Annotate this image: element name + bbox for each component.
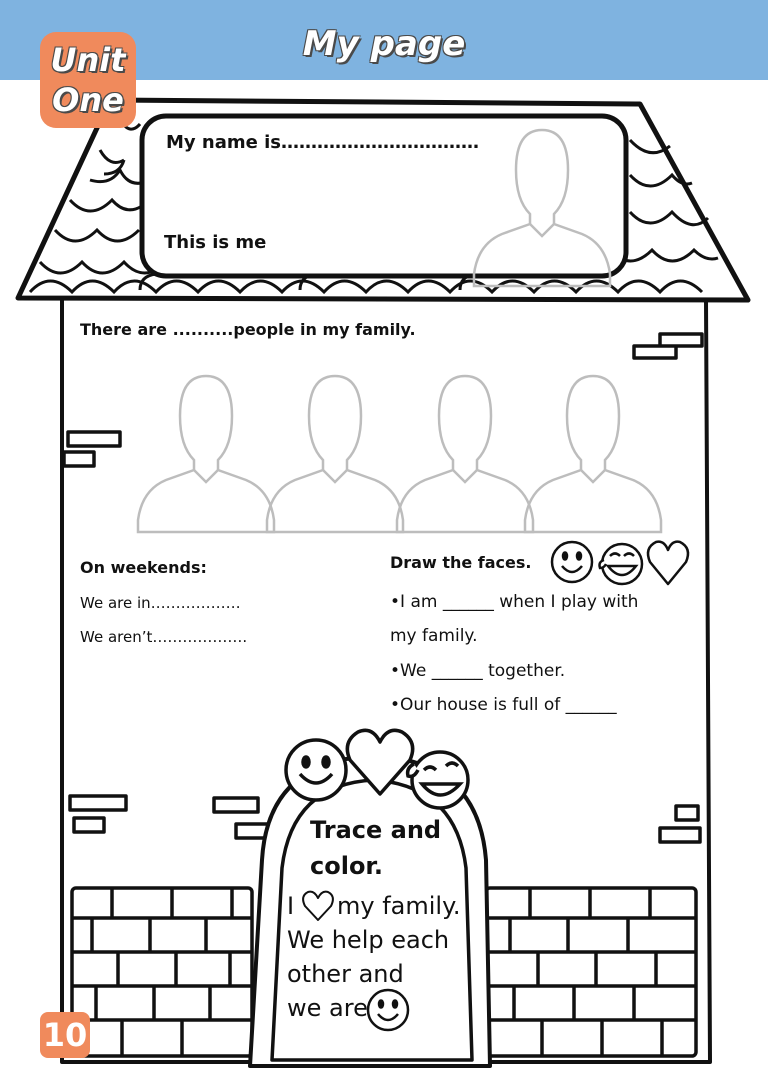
laughing-face-icon	[600, 544, 643, 584]
unit-badge-line1: Unit	[50, 41, 126, 79]
brick-wall-right	[486, 888, 696, 1056]
person-silhouette-icon	[138, 376, 274, 532]
trace-line-1a: I	[287, 892, 295, 920]
name-prompt: My name is……………………………	[166, 132, 479, 153]
unit-badge	[40, 32, 136, 128]
person-silhouette-icon	[525, 376, 661, 532]
family-count-prompt: There are ..........people in my family.	[80, 320, 416, 339]
smiley-icon	[552, 542, 592, 582]
trace-line-4: we are	[287, 994, 368, 1022]
trace-line-3: other and	[287, 960, 404, 988]
weekends-line-1: We are in………………	[80, 594, 241, 612]
faces-line-3: •We ______ together.	[390, 661, 566, 681]
person-silhouette-icon	[397, 376, 533, 532]
trace-line-1b: my family.	[337, 892, 461, 920]
page-title: My page	[302, 24, 466, 64]
faces-line-4: •Our house is full of ______	[390, 695, 617, 715]
trace-line-2: We help each	[287, 926, 450, 954]
smiley-icon	[368, 990, 408, 1030]
this-is-me-label: This is me	[164, 232, 267, 253]
person-silhouette-icon	[267, 376, 403, 532]
weekends-line-2: We aren’t……………….	[80, 628, 248, 646]
draw-faces-heading: Draw the faces.	[390, 553, 532, 572]
unit-badge-line2: One	[52, 81, 124, 119]
page-number: 10	[40, 1012, 90, 1058]
faces-line-1: •I am ______ when I play with	[390, 592, 639, 612]
weekends-heading: On weekends:	[80, 558, 207, 577]
trace-heading-1: Trace and	[310, 816, 442, 844]
smiley-icon	[286, 740, 346, 800]
faces-line-2: my family.	[390, 626, 478, 646]
heart-icon	[648, 542, 688, 584]
brick-wall-left	[72, 888, 252, 1056]
trace-heading-2: color.	[310, 852, 383, 880]
